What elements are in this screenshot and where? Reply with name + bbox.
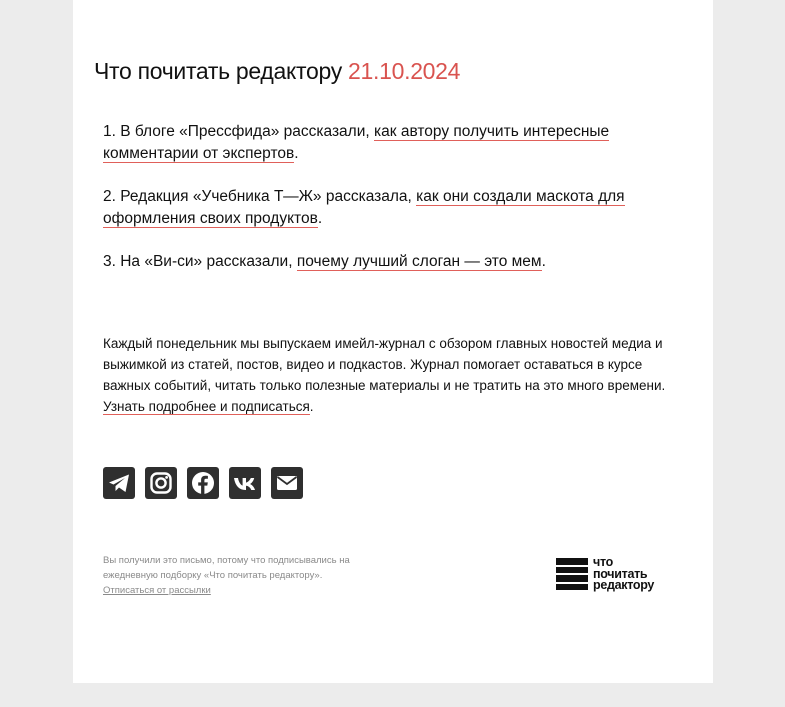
facebook-icon[interactable] bbox=[187, 467, 219, 499]
item-suffix: . bbox=[294, 145, 299, 162]
logo-mark bbox=[556, 558, 588, 590]
logo-line: редактору bbox=[593, 578, 655, 592]
subscribe-link[interactable]: Узнать подробнее и подписаться bbox=[103, 399, 310, 414]
item-text: 2. Редакция «Учебника Т—Ж» рассказала, bbox=[103, 188, 417, 205]
social-links bbox=[103, 467, 303, 499]
article-link[interactable]: как они создали маскота для оформления своих продуктов bbox=[103, 188, 625, 227]
footer-note bbox=[103, 553, 393, 598]
item-suffix: . bbox=[541, 253, 546, 270]
email-card bbox=[73, 0, 713, 683]
title-text: Что почитать редактору bbox=[94, 58, 342, 84]
article-list bbox=[103, 121, 663, 294]
logo-line: что bbox=[593, 555, 613, 569]
list-item bbox=[103, 186, 663, 230]
about-suffix: . bbox=[309, 399, 314, 414]
article-link[interactable]: почему лучший слоган — это мем bbox=[296, 253, 542, 270]
page-title bbox=[94, 58, 460, 85]
unsubscribe-link[interactable]: Отписаться от рассылки bbox=[103, 585, 211, 596]
footer-text: Вы получили это письмо, потому что подписывались на ежедневную подборку «Что почитать редактору». bbox=[103, 555, 350, 581]
item-text: 3. На «Ви-си» рассказали, bbox=[103, 253, 297, 270]
vk-icon[interactable] bbox=[229, 467, 261, 499]
about-paragraph bbox=[103, 333, 688, 417]
about-text: Каждый понедельник мы выпускаем имейл-журнал с обзором главных новостей медиа и выжимкой из статей, постов, видео и подкастов. Журнал помогает оставаться в курсе важных событий, читать только полезные материалы и не тратить на это много времени. bbox=[103, 336, 666, 393]
list-item bbox=[103, 251, 663, 273]
item-suffix: . bbox=[317, 210, 323, 227]
issue-date: 21.10.2024 bbox=[348, 58, 461, 84]
logo-line: почитать bbox=[593, 566, 648, 581]
logo-text bbox=[593, 557, 654, 592]
article-link[interactable]: как автору получить интересные комментарии от экспертов bbox=[103, 123, 610, 162]
instagram-icon[interactable] bbox=[145, 467, 177, 499]
list-item bbox=[103, 121, 663, 165]
email-icon[interactable] bbox=[271, 467, 303, 499]
telegram-icon[interactable] bbox=[103, 467, 135, 499]
brand-logo[interactable] bbox=[556, 557, 654, 592]
item-text: 1. В блоге «Прессфида» рассказали, bbox=[103, 123, 374, 140]
